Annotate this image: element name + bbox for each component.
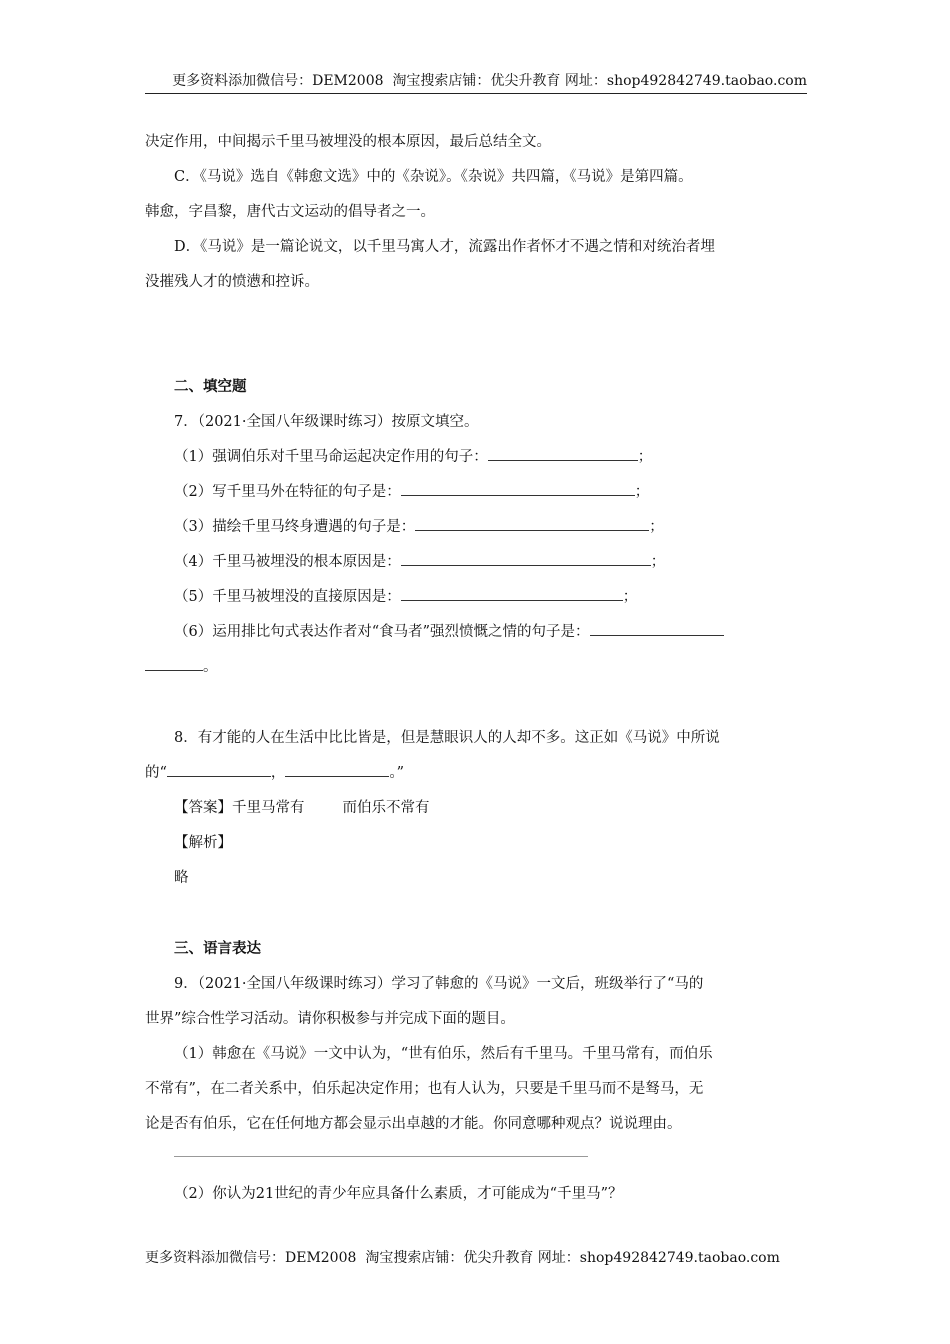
q7-blank-6b[interactable] [145, 656, 203, 671]
q7-item-1-text: （1）强调伯乐对千里马命运起决定作用的句子： [174, 449, 488, 465]
header-wechat-label: 更多资料添加微信号： [172, 73, 313, 89]
footer-shop-label: 淘宝搜索店铺： [365, 1250, 464, 1266]
q7-item-6-text: （6）运用排比句式表达作者对“食马者”强烈愤慨之情的句子是： [174, 624, 590, 640]
option-d-line1: D．《马说》是一篇论说文，以千里马寓人才，流露出作者怀才不遇之情和对统治者埋 [174, 239, 715, 255]
q8-quote-close: 。” [389, 765, 405, 781]
q9-answer-line[interactable] [174, 1156, 588, 1177]
option-d-line2: 没摧残人才的愤懑和控诉。 [145, 274, 319, 290]
q7-blank-4[interactable] [401, 551, 651, 566]
q7-item-2-text: （2）写千里马外在特征的句子是： [174, 484, 401, 500]
q7-item-6 [145, 615, 807, 650]
q7-stem: 7．（2021·全国八年级课时练习）按原文填空。 [174, 414, 479, 430]
header-shop-name: 优尖升教育 [490, 73, 561, 89]
q7-item-2-end: ； [634, 484, 650, 500]
footer-url: shop492842749.taobao.com [579, 1250, 780, 1266]
q8-comma: ， [270, 765, 286, 781]
footer-url-label: 网址： [537, 1250, 580, 1266]
q9-sub2: （2）你认为21世纪的青少年应具备什么素质，才可能成为“千里马”？ [174, 1186, 623, 1202]
q8-analysis-label: 【解析】 [174, 835, 232, 851]
q8-quote-open: 的“ [145, 765, 167, 781]
q7-item-4-text: （4）千里马被埋没的根本原因是： [174, 554, 401, 570]
option-c-line1: C．《马说》选自《韩愈文选》中的《杂说》。《杂说》共四篇，《马说》是第四篇。 [174, 169, 693, 185]
q7-item-1 [145, 440, 807, 475]
q7-item-3 [145, 510, 807, 545]
q7-item-6-cont [145, 650, 807, 685]
q7-item-1-end: ； [637, 449, 653, 465]
q8-blank-2[interactable] [285, 762, 389, 777]
q8-stem-line1: 8．有才能的人在生活中比比皆是，但是慧眼识人的人却不多。这正如《马说》中所说 [174, 730, 720, 746]
option-c-line2: 韩愈，字昌黎，唐代古文运动的倡导者之一。 [145, 204, 435, 220]
answer-part-1: 千里马常有 [232, 800, 305, 816]
q9-line2: 世界”综合性学习活动。请你积极参与并完成下面的题目。 [145, 1011, 515, 1027]
q7-item-5 [145, 580, 807, 615]
footer-shop-name: 优尖升教育 [463, 1250, 534, 1266]
header-url-label: 网址： [564, 73, 607, 89]
q9-sub1-line2: 不常有”，在二者关系中，伯乐起决定作用；也有人认为，只要是千里马而不是驽马，无 [145, 1081, 704, 1097]
q7-blank-5[interactable] [401, 586, 623, 601]
header-wechat-id: DEM2008 [312, 73, 384, 89]
q7-item-2 [145, 475, 807, 510]
answer-label: 【答案】 [174, 800, 232, 816]
q7-blank-1[interactable] [488, 446, 638, 461]
q8-stem-line2 [145, 756, 807, 791]
q8-answer [145, 791, 807, 826]
section-3-title: 三、语言表达 [174, 941, 261, 957]
answer-part-2: 而伯乐不常有 [342, 800, 430, 816]
q7-item-5-text: （5）千里马被埋没的直接原因是： [174, 589, 401, 605]
q7-blank-3[interactable] [415, 516, 649, 531]
header-url: shop492842749.taobao.com [606, 73, 807, 89]
document-body [145, 125, 807, 1212]
q8-analysis: 略 [174, 870, 189, 886]
q8-blank-1[interactable] [167, 762, 271, 777]
q9-sub1-line1: （1）韩愈在《马说》一文中认为，“世有伯乐，然后有千里马。千里马常有，而伯乐 [174, 1046, 713, 1062]
q9-line1: 9．（2021·全国八年级课时练习）学习了韩愈的《马说》一文后，班级举行了“马的 [174, 976, 704, 992]
q7-item-5-end: ； [622, 589, 638, 605]
q7-blank-6a[interactable] [590, 621, 724, 636]
q7-blank-2[interactable] [401, 481, 635, 496]
q7-item-4-end: ； [650, 554, 666, 570]
q7-item-3-text: （3）描绘千里马终身遭遇的句子是： [174, 519, 416, 535]
q7-item-4 [145, 545, 807, 580]
option-b-continued: 决定作用，中间揭示千里马被埋没的根本原因，最后总结全文。 [145, 134, 551, 150]
q7-item-3-end: ； [649, 519, 664, 535]
footer-wechat-label: 更多资料添加微信号： [145, 1250, 285, 1266]
page-footer [145, 1247, 780, 1267]
header-shop-label: 淘宝搜索店铺： [392, 73, 491, 89]
q7-item-6-end: 。 [203, 659, 218, 675]
q9-sub1-line3: 论是否有伯乐，它在任何地方都会显示出卓越的才能。你同意哪种观点？说说理由。 [145, 1116, 682, 1132]
page-header [145, 70, 807, 94]
footer-wechat-id: DEM2008 [285, 1250, 357, 1266]
section-2-title: 二、填空题 [174, 379, 247, 395]
